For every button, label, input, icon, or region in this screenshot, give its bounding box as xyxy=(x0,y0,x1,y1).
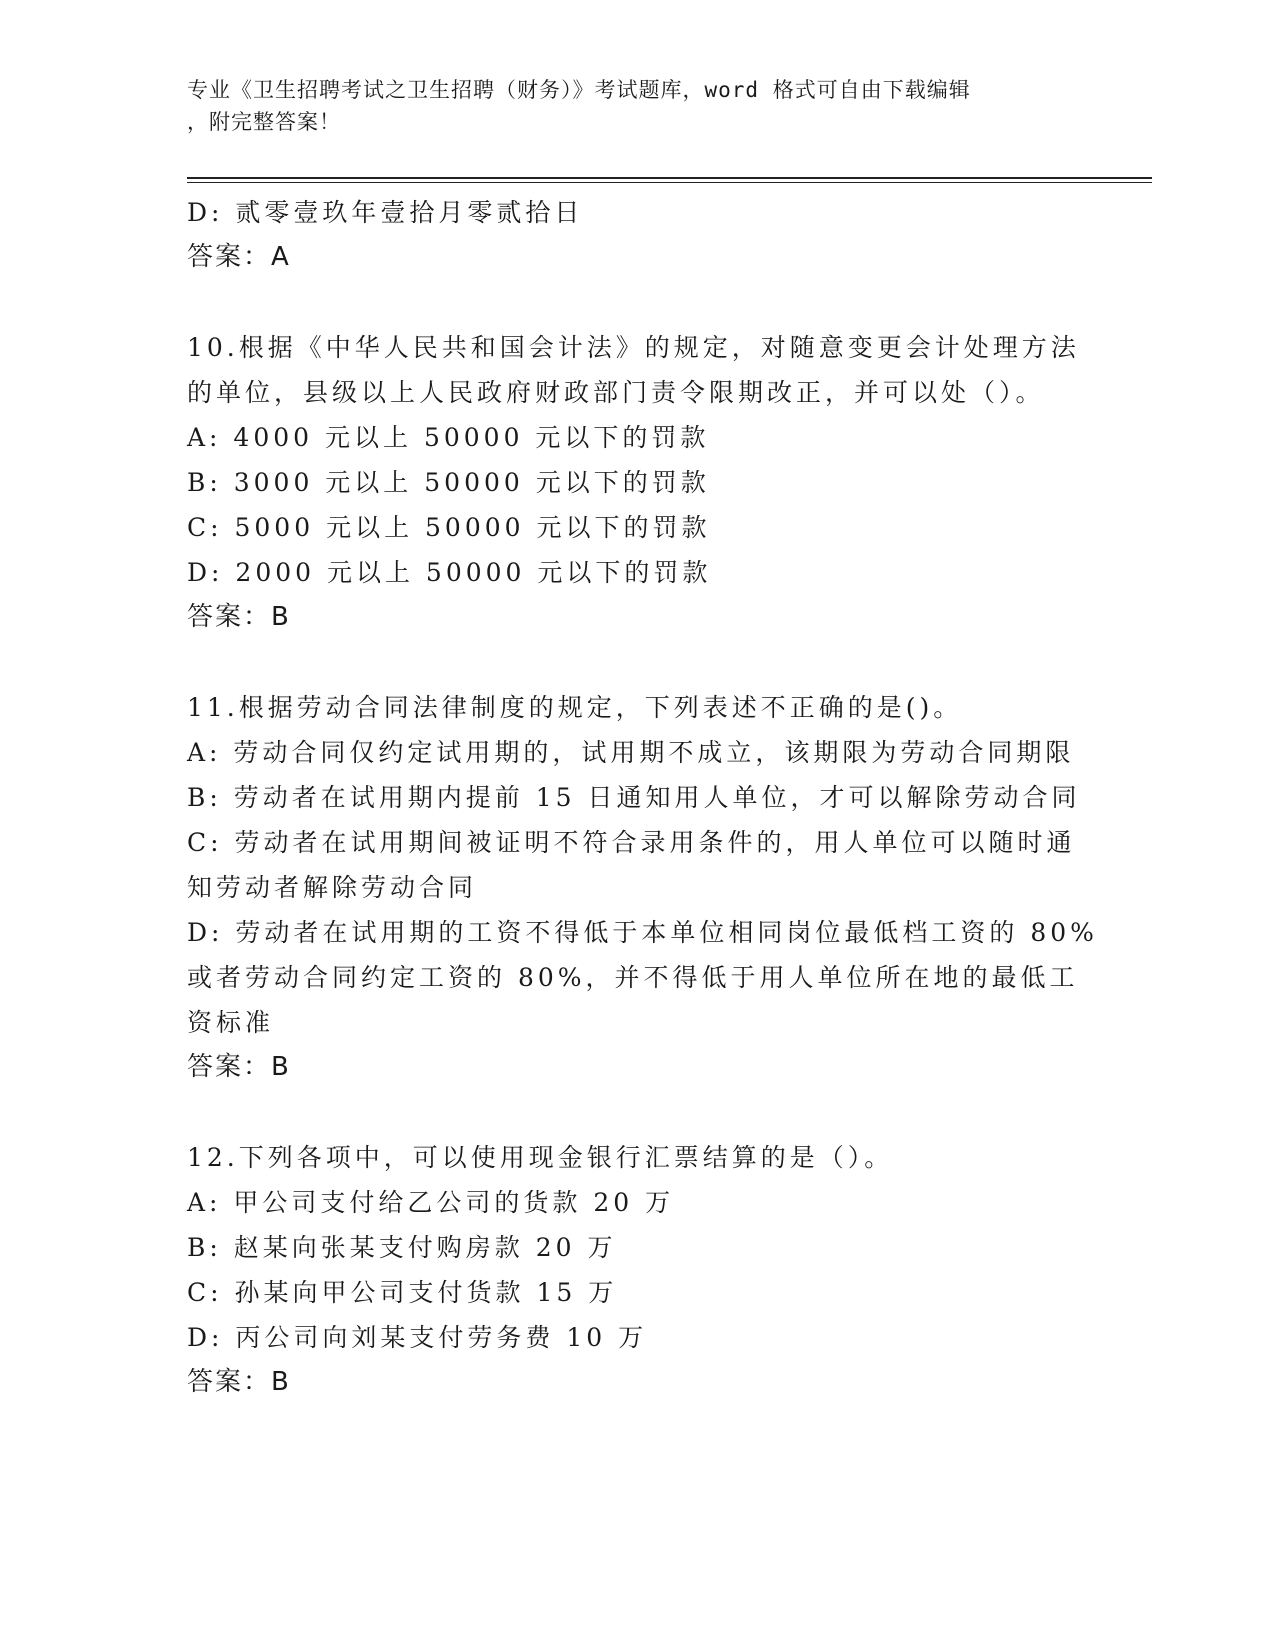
header-line-2: ，附完整答案！ xyxy=(187,110,341,134)
answer-line: 答案：B xyxy=(187,602,291,632)
answer-line: 答案：B xyxy=(187,1052,291,1082)
option-d: D: 贰零壹玖年壹拾月零贰拾日 xyxy=(187,198,584,227)
option-d-continued: 资标准 xyxy=(187,1008,275,1037)
option-d-continued: 或者劳动合同约定工资的 80%，并不得低于用人单位所在地的最低工 xyxy=(187,963,1079,992)
option-d: D: 劳动者在试用期的工资不得低于本单位相同岗位最低档工资的 80% xyxy=(187,918,1098,947)
previous-question-tail xyxy=(187,190,1087,280)
option-a: A: 甲公司支付给乙公司的货款 20 万 xyxy=(187,1188,675,1217)
header-divider-thin xyxy=(187,182,1152,183)
option-c: C: 5000 元以上 50000 元以下的罚款 xyxy=(187,513,711,542)
option-a: A: 劳动合同仅约定试用期的，试用期不成立，该期限为劳动合同期限 xyxy=(187,738,1075,767)
option-b: B: 赵某向张某支付购房款 20 万 xyxy=(187,1233,617,1262)
option-c: C: 劳动者在试用期间被证明不符合录用条件的，用人单位可以随时通 xyxy=(187,828,1076,857)
header-divider-thick xyxy=(187,177,1152,179)
answer-line: 答案：A xyxy=(187,242,291,272)
question-10 xyxy=(187,325,1087,640)
option-b: B: 3000 元以上 50000 元以下的罚款 xyxy=(187,468,710,497)
option-a: A: 4000 元以上 50000 元以下的罚款 xyxy=(187,423,710,452)
question-stem: 12.下列各项中，可以使用现金银行汇票结算的是（）。 xyxy=(187,1143,894,1172)
question-11 xyxy=(187,685,1098,1090)
question-stem: 10.根据《中华人民共和国会计法》的规定，对随意变更会计处理方法 xyxy=(187,333,1080,362)
question-stem: 11.根据劳动合同法律制度的规定，下列表述不正确的是()。 xyxy=(187,693,963,722)
answer-line: 答案：B xyxy=(187,1367,291,1397)
option-b: B: 劳动者在试用期内提前 15 日通知用人单位，才可以解除劳动合同 xyxy=(187,783,1081,812)
option-c: C: 孙某向甲公司支付货款 15 万 xyxy=(187,1278,618,1307)
option-d: D: 2000 元以上 50000 元以下的罚款 xyxy=(187,558,712,587)
option-c-continued: 知劳动者解除劳动合同 xyxy=(187,873,478,902)
page-header xyxy=(187,74,1067,138)
question-12 xyxy=(187,1135,1087,1405)
question-list xyxy=(187,190,1098,1405)
question-stem: 的单位，县级以上人民政府财政部门责令限期改正，并可以处（）。 xyxy=(187,378,1045,407)
header-line-1: 专业《卫生招聘考试之卫生招聘（财务）》考试题库，word 格式可自由下载编辑 xyxy=(187,78,971,102)
option-d: D: 丙公司向刘某支付劳务费 10 万 xyxy=(187,1323,648,1352)
